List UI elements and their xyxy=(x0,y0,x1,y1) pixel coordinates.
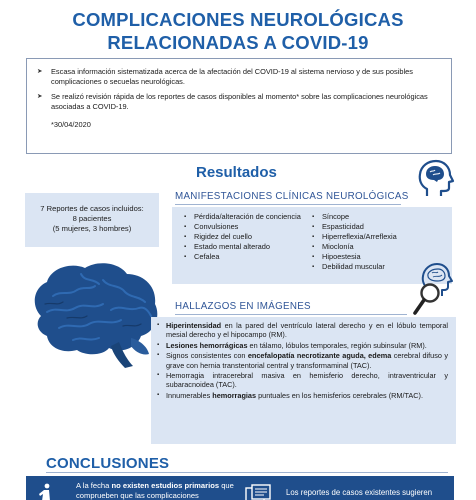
list-item: ▪ Pérdida/alteración de conciencia xyxy=(184,212,302,222)
clinical-heading: MANIFESTACIONES CLÍNICAS NEUROLÓGICAS xyxy=(175,191,409,202)
intro-bullet-1: ➤ Escasa información sistematizada acerca de la afectación del COVID-19 al sistema nervioso y de sus posibles complicaciones o secuelas neurológicas. xyxy=(37,67,441,87)
list-item: ▪ Hiperintensidad en la pared del ventrículo lateral derecho y en el lóbulo temporal mesial derecho y el hipocampo (RM). xyxy=(157,321,448,340)
list-item: ▪ Síncope xyxy=(312,212,447,222)
conclusions-text-2: Los reportes de casos existentes sugieren xyxy=(286,488,433,497)
list-item: ▪ Rigidez del cuello xyxy=(184,232,302,242)
list-item: ▪ Estado mental alterado xyxy=(184,242,302,252)
list-item: ▪ Convulsiones xyxy=(184,222,302,232)
head-brain-icon xyxy=(413,158,457,202)
list-item: ▪ Lesiones hemorrágicas en tálamo, lóbulos temporales, región subinsular (RM). xyxy=(157,341,448,350)
cases-line-1: 7 Reportes de casos incluidos: xyxy=(40,204,144,213)
brain-illustration xyxy=(23,256,163,372)
list-item: ▪ Hipoestesia xyxy=(312,252,447,262)
intro-box xyxy=(26,58,452,154)
documents-icon xyxy=(244,484,276,500)
list-item: ▪ Cefalea xyxy=(184,252,302,262)
title-line-1: COMPLICACIONES NEUROLÓGICAS xyxy=(72,9,404,30)
conclusions-band xyxy=(26,476,454,500)
cases-line-2: 8 pacientes xyxy=(72,214,112,223)
clinical-manifestations-box xyxy=(172,207,452,284)
magnifier-icon xyxy=(412,282,442,316)
cases-line-3: (5 mujeres, 3 hombres) xyxy=(52,224,132,233)
clinical-list-1 xyxy=(184,212,302,262)
imaging-findings-box xyxy=(151,317,456,444)
conclusions-rule xyxy=(46,472,448,473)
page-title xyxy=(0,8,476,54)
title-line-2: RELACIONADAS A COVID-19 xyxy=(107,32,369,53)
cases-summary-box xyxy=(25,193,159,247)
list-item: ▪ Signos consistentes con encefalopatía necrotizante aguda, edema cerebral difuso y grave con hernia transtentorial central y transformaminal (TAC). xyxy=(157,351,448,370)
imaging-heading-rule xyxy=(175,314,407,315)
results-title: Resultados xyxy=(196,164,277,181)
list-item: ▪ Innumerables hemorragias puntuales en los hemisferios cerebrales (RM/TAC). xyxy=(157,391,448,400)
list-item: ▪ Hemorragia intracerebral masiva en hemisferio derecho, intraventricular y subaracnoidea (TAC). xyxy=(157,371,448,390)
list-item: ▪ Hiperreflexia/Arreflexia xyxy=(312,232,447,242)
intro-bullet-2: ➤ Se realizó revisión rápida de los reportes de casos disponibles al momento* sobre las complicaciones neurológicas asociadas a COVID-19. xyxy=(37,92,441,112)
conclusions-text-1: A la fecha no existen estudios primarios que comprueben que las complicaciones xyxy=(76,481,234,500)
list-item: ▪ Debilidad muscular xyxy=(312,262,447,272)
clinical-heading-rule xyxy=(175,204,401,205)
imaging-heading: HALLAZGOS EN IMÁGENES xyxy=(175,301,311,312)
list-item: ▪ Mioclonía xyxy=(312,242,447,252)
intro-date-note: *30/04/2020 xyxy=(51,120,91,129)
person-icon xyxy=(38,483,54,500)
list-item: ▪ Espasticidad xyxy=(312,222,447,232)
conclusions-title: CONCLUSIONES xyxy=(46,455,170,472)
